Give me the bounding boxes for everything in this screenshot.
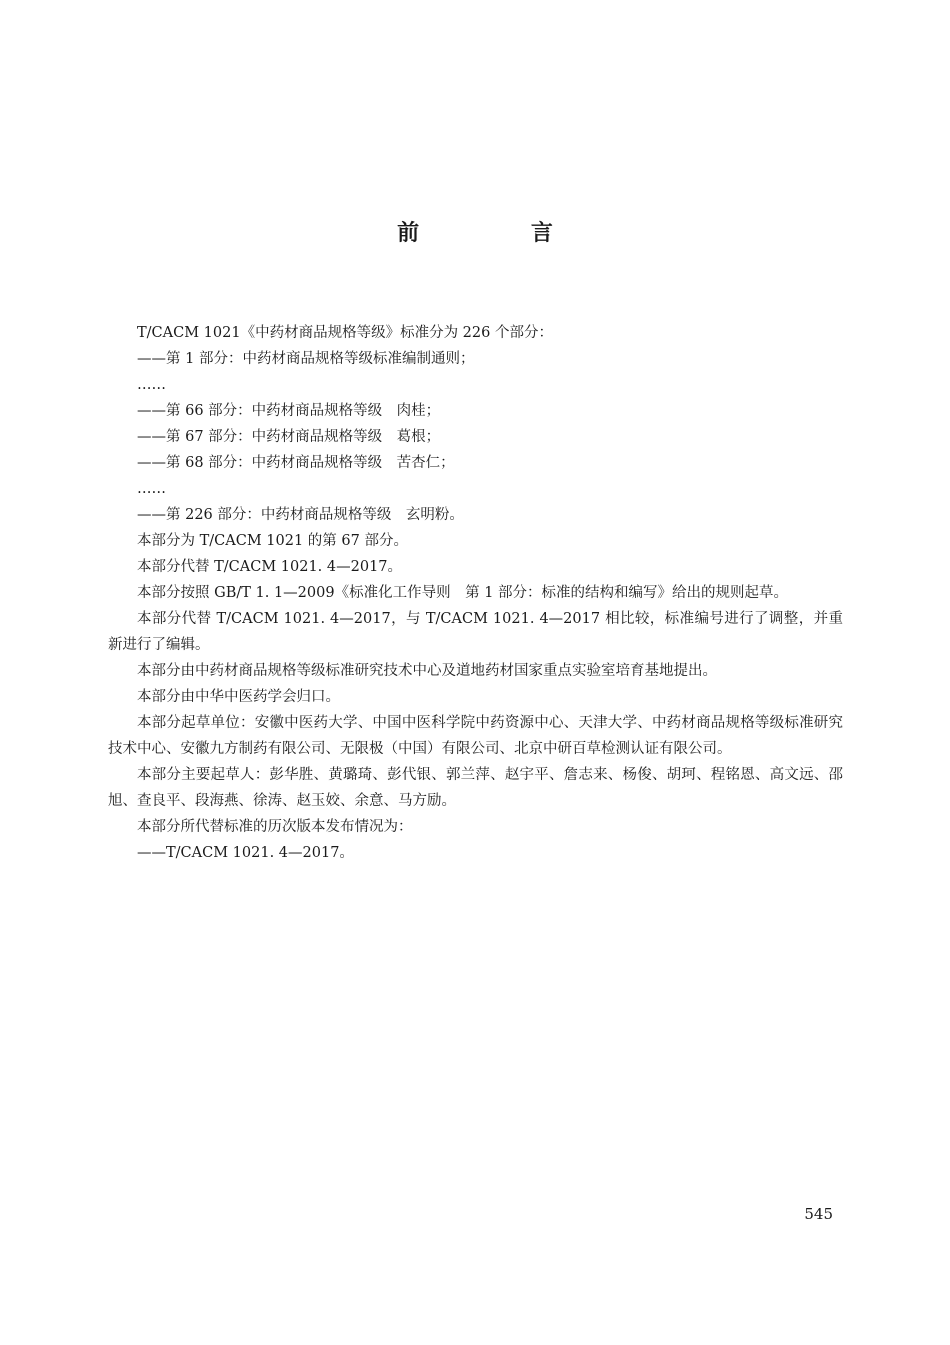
- paragraph-replaces: 本部分代替 T/CACM 1021. 4—2017。: [137, 559, 403, 575]
- paragraph-proposed-by: 本部分由中药材商品规格等级标准研究技术中心及道地药材国家重点实验室培育基地提出。: [137, 663, 717, 679]
- list-item-part-66: ——第 66 部分：中药材商品规格等级 肉桂；: [137, 403, 441, 419]
- paragraph-part-count: T/CACM 1021《中药材商品规格等级》标准分为 226 个部分：: [137, 325, 553, 341]
- ellipsis-2: ……: [137, 481, 166, 497]
- paragraph-changes: 本部分代替 T/CACM 1021. 4—2017，与 T/CACM 1021. 4—2017 相比较，标准编号进行了调整，并重新进行了编辑。: [108, 611, 843, 653]
- paragraph-drafting-units: 本部分起草单位：安徽中医药大学、中国中医科学院中药资源中心、天津大学、中药材商品规格等级标准研究技术中心、安徽九方制药有限公司、无限极（中国）有限公司、北京中研百草检测认证有限公司。: [108, 715, 843, 757]
- list-item-part-68: ——第 68 部分：中药材商品规格等级 苦杏仁；: [137, 455, 455, 471]
- ellipsis-1: ……: [137, 377, 166, 393]
- paragraph-main-drafters: 本部分主要起草人：彭华胜、黄璐琦、彭代银、郭兰萍、赵宇平、詹志来、杨俊、胡珂、程铭恩、高文远、邵旭、查良平、段海燕、徐涛、赵玉姣、余意、马方励。: [108, 767, 843, 809]
- paragraph-this-part: 本部分为 T/CACM 1021 的第 67 部分。: [137, 533, 408, 549]
- page-title: 前 言: [397, 221, 605, 246]
- paragraph-previous-editions: 本部分所代替标准的历次版本发布情况为：: [137, 819, 413, 835]
- paragraph-centralized-by: 本部分由中华中医药学会归口。: [137, 689, 340, 705]
- list-item-part-226: ——第 226 部分：中药材商品规格等级 玄明粉。: [137, 507, 464, 523]
- list-item-previous-edition: ——T/CACM 1021. 4—2017。: [137, 845, 354, 861]
- foreword-body: [108, 320, 843, 866]
- paragraph-drafting-rules: 本部分按照 GB/T 1. 1—2009《标准化工作导则 第 1 部分：标准的结构和编写》给出的规则起草。: [137, 585, 789, 601]
- list-item-part-67: ——第 67 部分：中药材商品规格等级 葛根；: [137, 429, 441, 445]
- list-item-part-1: ——第 1 部分：中药材商品规格等级标准编制通则；: [137, 351, 475, 367]
- page-number: 545: [804, 1205, 833, 1223]
